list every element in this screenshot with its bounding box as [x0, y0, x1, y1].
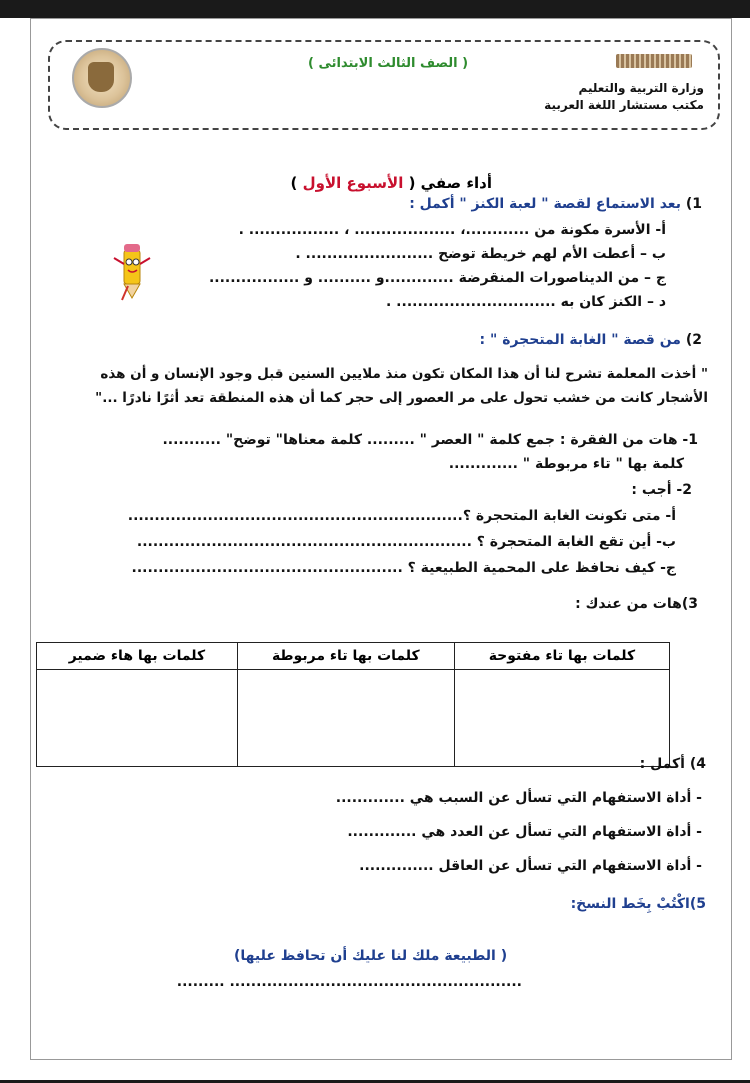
- word-table: [36, 642, 670, 767]
- q2-paragraph-line1: " أخذت المعلمة تشرح لنا أن هذا المكان تكون منذ ملايين السنين قبل وجود الإنسان و أن هذه: [100, 366, 708, 382]
- q1-heading: [409, 196, 702, 212]
- q5-answer-line[interactable]: ....................................................... .........: [176, 974, 522, 990]
- q4-line-3: - أداة الاستفهام التي تسأل عن العاقل ..............: [359, 858, 702, 874]
- ministry-block: [544, 80, 704, 114]
- q1-line-a: أ- الأسرة مكونة من ............، ................... ، ................. .: [238, 222, 666, 238]
- answer-cell-closed-taa[interactable]: [237, 670, 454, 767]
- ministry-banner-logo: [616, 54, 692, 68]
- q3-heading: 3)هات من عندك :: [575, 596, 698, 612]
- title-prefix: أداء صفي (: [408, 174, 492, 192]
- q2-answer-a: أ- متى تكونت الغابة المتحجرة ؟...............................................................: [127, 508, 676, 524]
- q2-heading: [480, 332, 702, 348]
- office-name: مكتب مستشار اللغة العربية: [544, 98, 704, 112]
- table-answer-row: [37, 670, 670, 767]
- q2-heading-text: من قصة " الغابة المتحجرة " :: [479, 332, 681, 348]
- q5-heading: 5)اكْتُبْ بِخَط النسخ:: [570, 896, 706, 912]
- worksheet-title: [291, 174, 492, 192]
- q1-line-c: ج – من الديناصورات المنقرضة .............و .......... و .................: [208, 270, 666, 286]
- q4-heading: 4) أكمل :: [639, 756, 706, 772]
- answer-cell-haa-pronoun[interactable]: [37, 670, 238, 767]
- q2-sub1-line2: كلمة بها " تاء مربوطة " .............: [448, 456, 684, 472]
- worksheet-page: [0, 18, 750, 1080]
- title-suffix: ): [290, 174, 298, 192]
- q1-number: 1): [685, 196, 702, 212]
- pencil-character-icon: [110, 240, 154, 302]
- q4-line-1: - أداة الاستفهام التي تسأل عن السبب هي .............: [335, 790, 702, 806]
- grade-label: ( الصف الثالث الابتدائى ): [308, 56, 469, 71]
- q1-line-d: د – الكنز كان به .............................. .: [385, 294, 666, 310]
- title-week: الأسبوع الأول: [302, 174, 404, 192]
- ministry-name: وزارة التربية والتعليم: [578, 81, 704, 95]
- column-header-closed-taa: كلمات بها تاء مربوطة: [237, 643, 454, 670]
- header-box: [48, 40, 720, 130]
- q1-heading-text: بعد الاستماع لقصة " لعبة الكنز " أكمل :: [409, 196, 681, 212]
- ministry-seal-logo: [72, 48, 132, 108]
- q2-sub1-line1: 1- هات من الفقرة : جمع كلمة " العصر " ......... كلمة معناها" توضح" ...........: [162, 432, 698, 448]
- table-header-row: [37, 643, 670, 670]
- q2-paragraph-line2: الأشجار كانت من خشب تحول على مر العصور إلى حجر كما أن هذه المنطقة تعد أثرًا نادرًا ...": [95, 390, 708, 406]
- q2-answer-b: ب- أين تقع الغابة المتحجرة ؟ ...............................................................: [136, 534, 676, 550]
- column-header-open-taa: كلمات بها تاء مفتوحة: [454, 643, 669, 670]
- answer-cell-open-taa[interactable]: [454, 670, 669, 767]
- q5-slogan: ( الطبيعة ملك لنا عليك أن تحافظ عليها): [234, 948, 508, 964]
- q1-line-b: ب – أعطت الأم لهم خريطة توضح ........................ .: [295, 246, 666, 262]
- q2-sub2-heading: 2- أجب :: [631, 482, 692, 498]
- q4-line-2: - أداة الاستفهام التي تسأل عن العدد هي .............: [347, 824, 702, 840]
- q2-answer-c: ج- كيف نحافظ على المحمية الطبيعية ؟ ...................................................: [131, 560, 676, 576]
- column-header-haa-pronoun: كلمات بها هاء ضمير: [37, 643, 238, 670]
- q2-number: 2): [685, 332, 702, 348]
